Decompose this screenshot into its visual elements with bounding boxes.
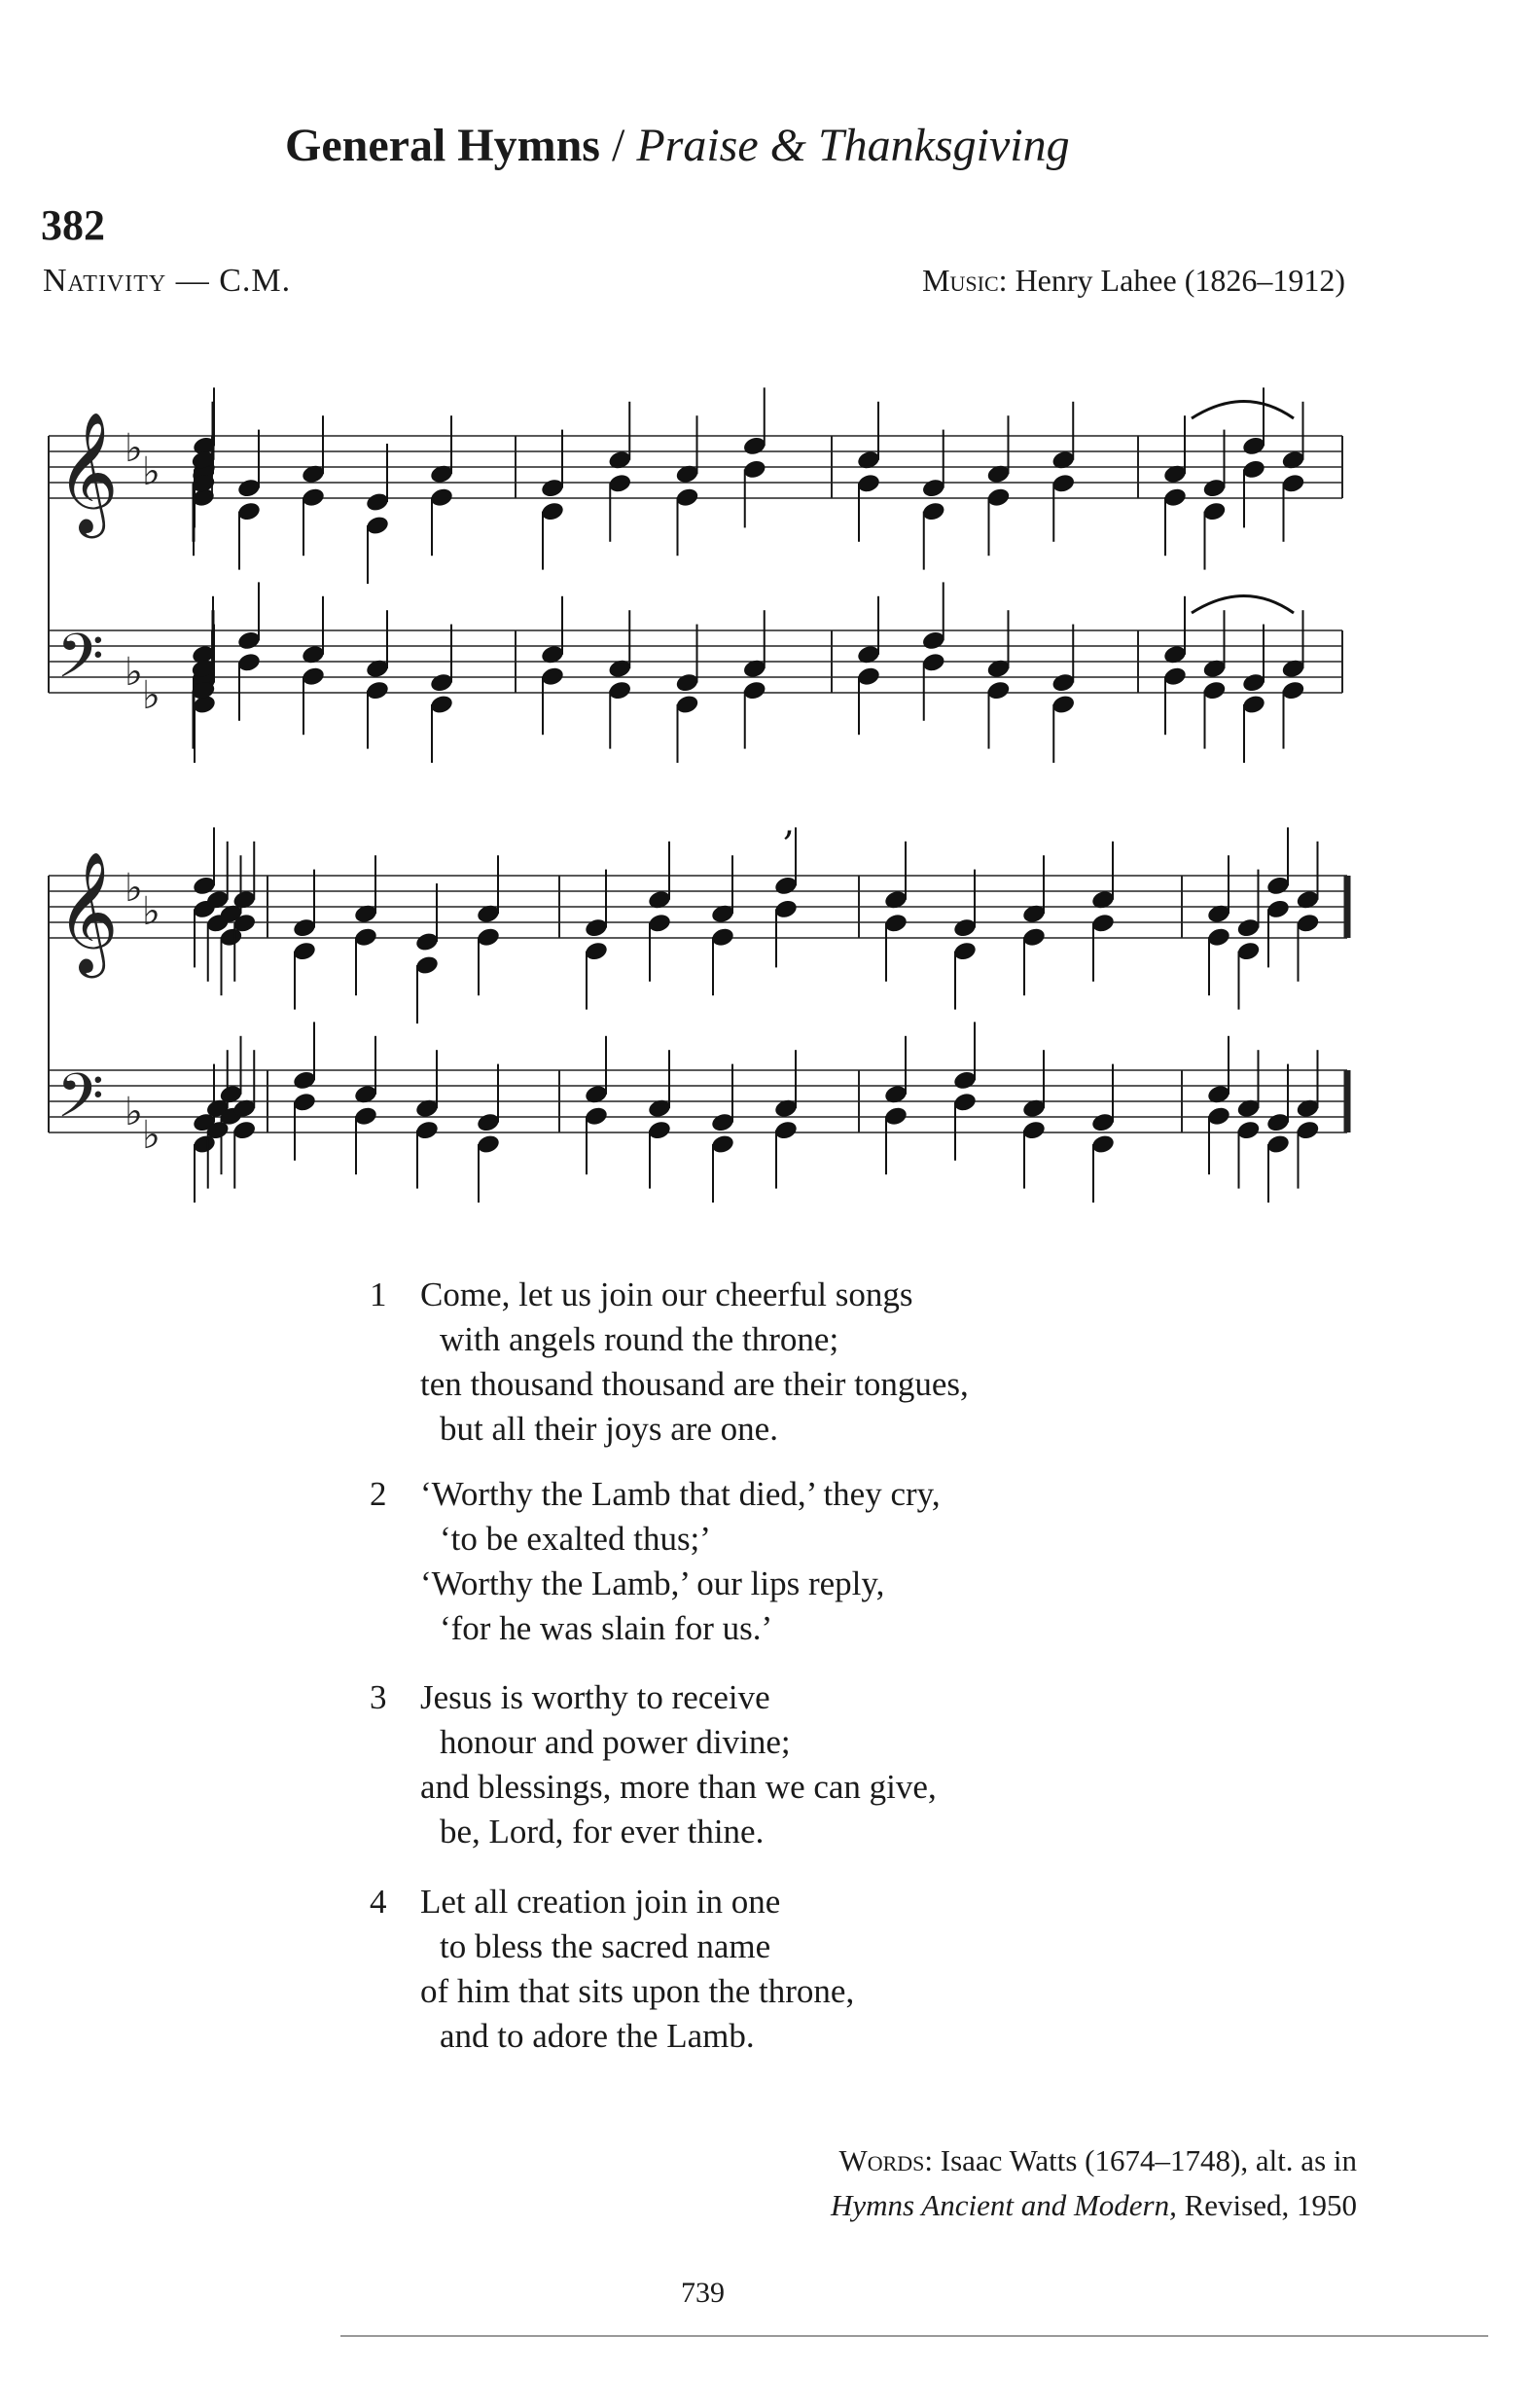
- verse-number: 3: [370, 1678, 387, 1716]
- flat-sign: ♭: [125, 1090, 143, 1134]
- flat-sign: ♭: [142, 449, 160, 494]
- verse-line: ‘Worthy the Lamb,’ our lips reply,: [420, 1564, 885, 1602]
- bass-clef: 𝄢: [56, 620, 104, 706]
- treble-clef: 𝄞: [56, 851, 119, 973]
- words-credit: [831, 2138, 1357, 2228]
- verse-line: and to adore the Lamb.: [440, 2017, 755, 2055]
- flat-sign: ♭: [125, 650, 143, 695]
- hymn-number: 382: [41, 201, 105, 249]
- slur: [1192, 596, 1294, 614]
- header-separator: /: [599, 120, 637, 171]
- verse-line: Come, let us join our cheerful songs: [420, 1276, 913, 1313]
- verse-line: ‘Worthy the Lamb that died,’ they cry,: [420, 1475, 941, 1513]
- treble-clef: 𝄞: [56, 412, 119, 533]
- page-number: 739: [681, 2277, 725, 2309]
- subsection-title: Praise & Thanksgiving: [636, 120, 1070, 171]
- tune-meter: — C.M.: [166, 263, 292, 299]
- verse-line: Let all creation join in one: [420, 1883, 781, 1921]
- flat-sign: ♭: [125, 866, 143, 911]
- music-composer: Henry Lahee (1826–1912): [1007, 263, 1345, 298]
- verse-line: but all their joys are one.: [440, 1410, 778, 1448]
- words-credit-line-1: [831, 2138, 1357, 2183]
- words-source-edition: Revised, 1950: [1176, 2188, 1357, 2222]
- verse-line: Jesus is worthy to receive: [420, 1678, 770, 1716]
- verse-line: of him that sits upon the throne,: [420, 1972, 855, 2010]
- verse-line: and blessings, more than we can give,: [420, 1768, 937, 1806]
- verse-number: 4: [370, 1883, 387, 1921]
- flat-sign: ♭: [125, 426, 143, 471]
- verse-line: to bless the sacred name: [440, 1927, 771, 1965]
- words-source-title: Hymns Ancient and Modern,: [831, 2188, 1177, 2222]
- tune-name: Nativity: [43, 263, 167, 299]
- flat-sign: ♭: [142, 889, 160, 934]
- words-author: Isaac Watts (1674–1748), alt. as in: [933, 2143, 1357, 2177]
- verse-line: be, Lord, for ever thine.: [440, 1813, 765, 1851]
- verse-number: 1: [370, 1276, 387, 1313]
- section-title: General Hymns: [285, 120, 600, 171]
- breath-mark: ,: [783, 801, 796, 844]
- words-credit-line-2: [831, 2183, 1357, 2228]
- verse-line: honour and power divine;: [440, 1723, 791, 1761]
- flat-sign: ♭: [142, 1113, 160, 1158]
- bass-clef: 𝄢: [56, 1060, 104, 1146]
- words-label: Words:: [838, 2143, 933, 2177]
- verse-line: ten thousand thousand are their tongues,: [420, 1365, 969, 1403]
- music-label: Music:: [922, 263, 1008, 298]
- slur: [1192, 402, 1294, 419]
- bottom-rule: [340, 2335, 1488, 2337]
- verse-number: 2: [370, 1475, 387, 1513]
- flat-sign: ♭: [142, 673, 160, 718]
- verse-line: with angels round the throne;: [440, 1320, 839, 1358]
- verse-line: ‘for he was slain for us.’: [440, 1609, 773, 1647]
- verse-line: ‘to be exalted thus;’: [440, 1520, 711, 1558]
